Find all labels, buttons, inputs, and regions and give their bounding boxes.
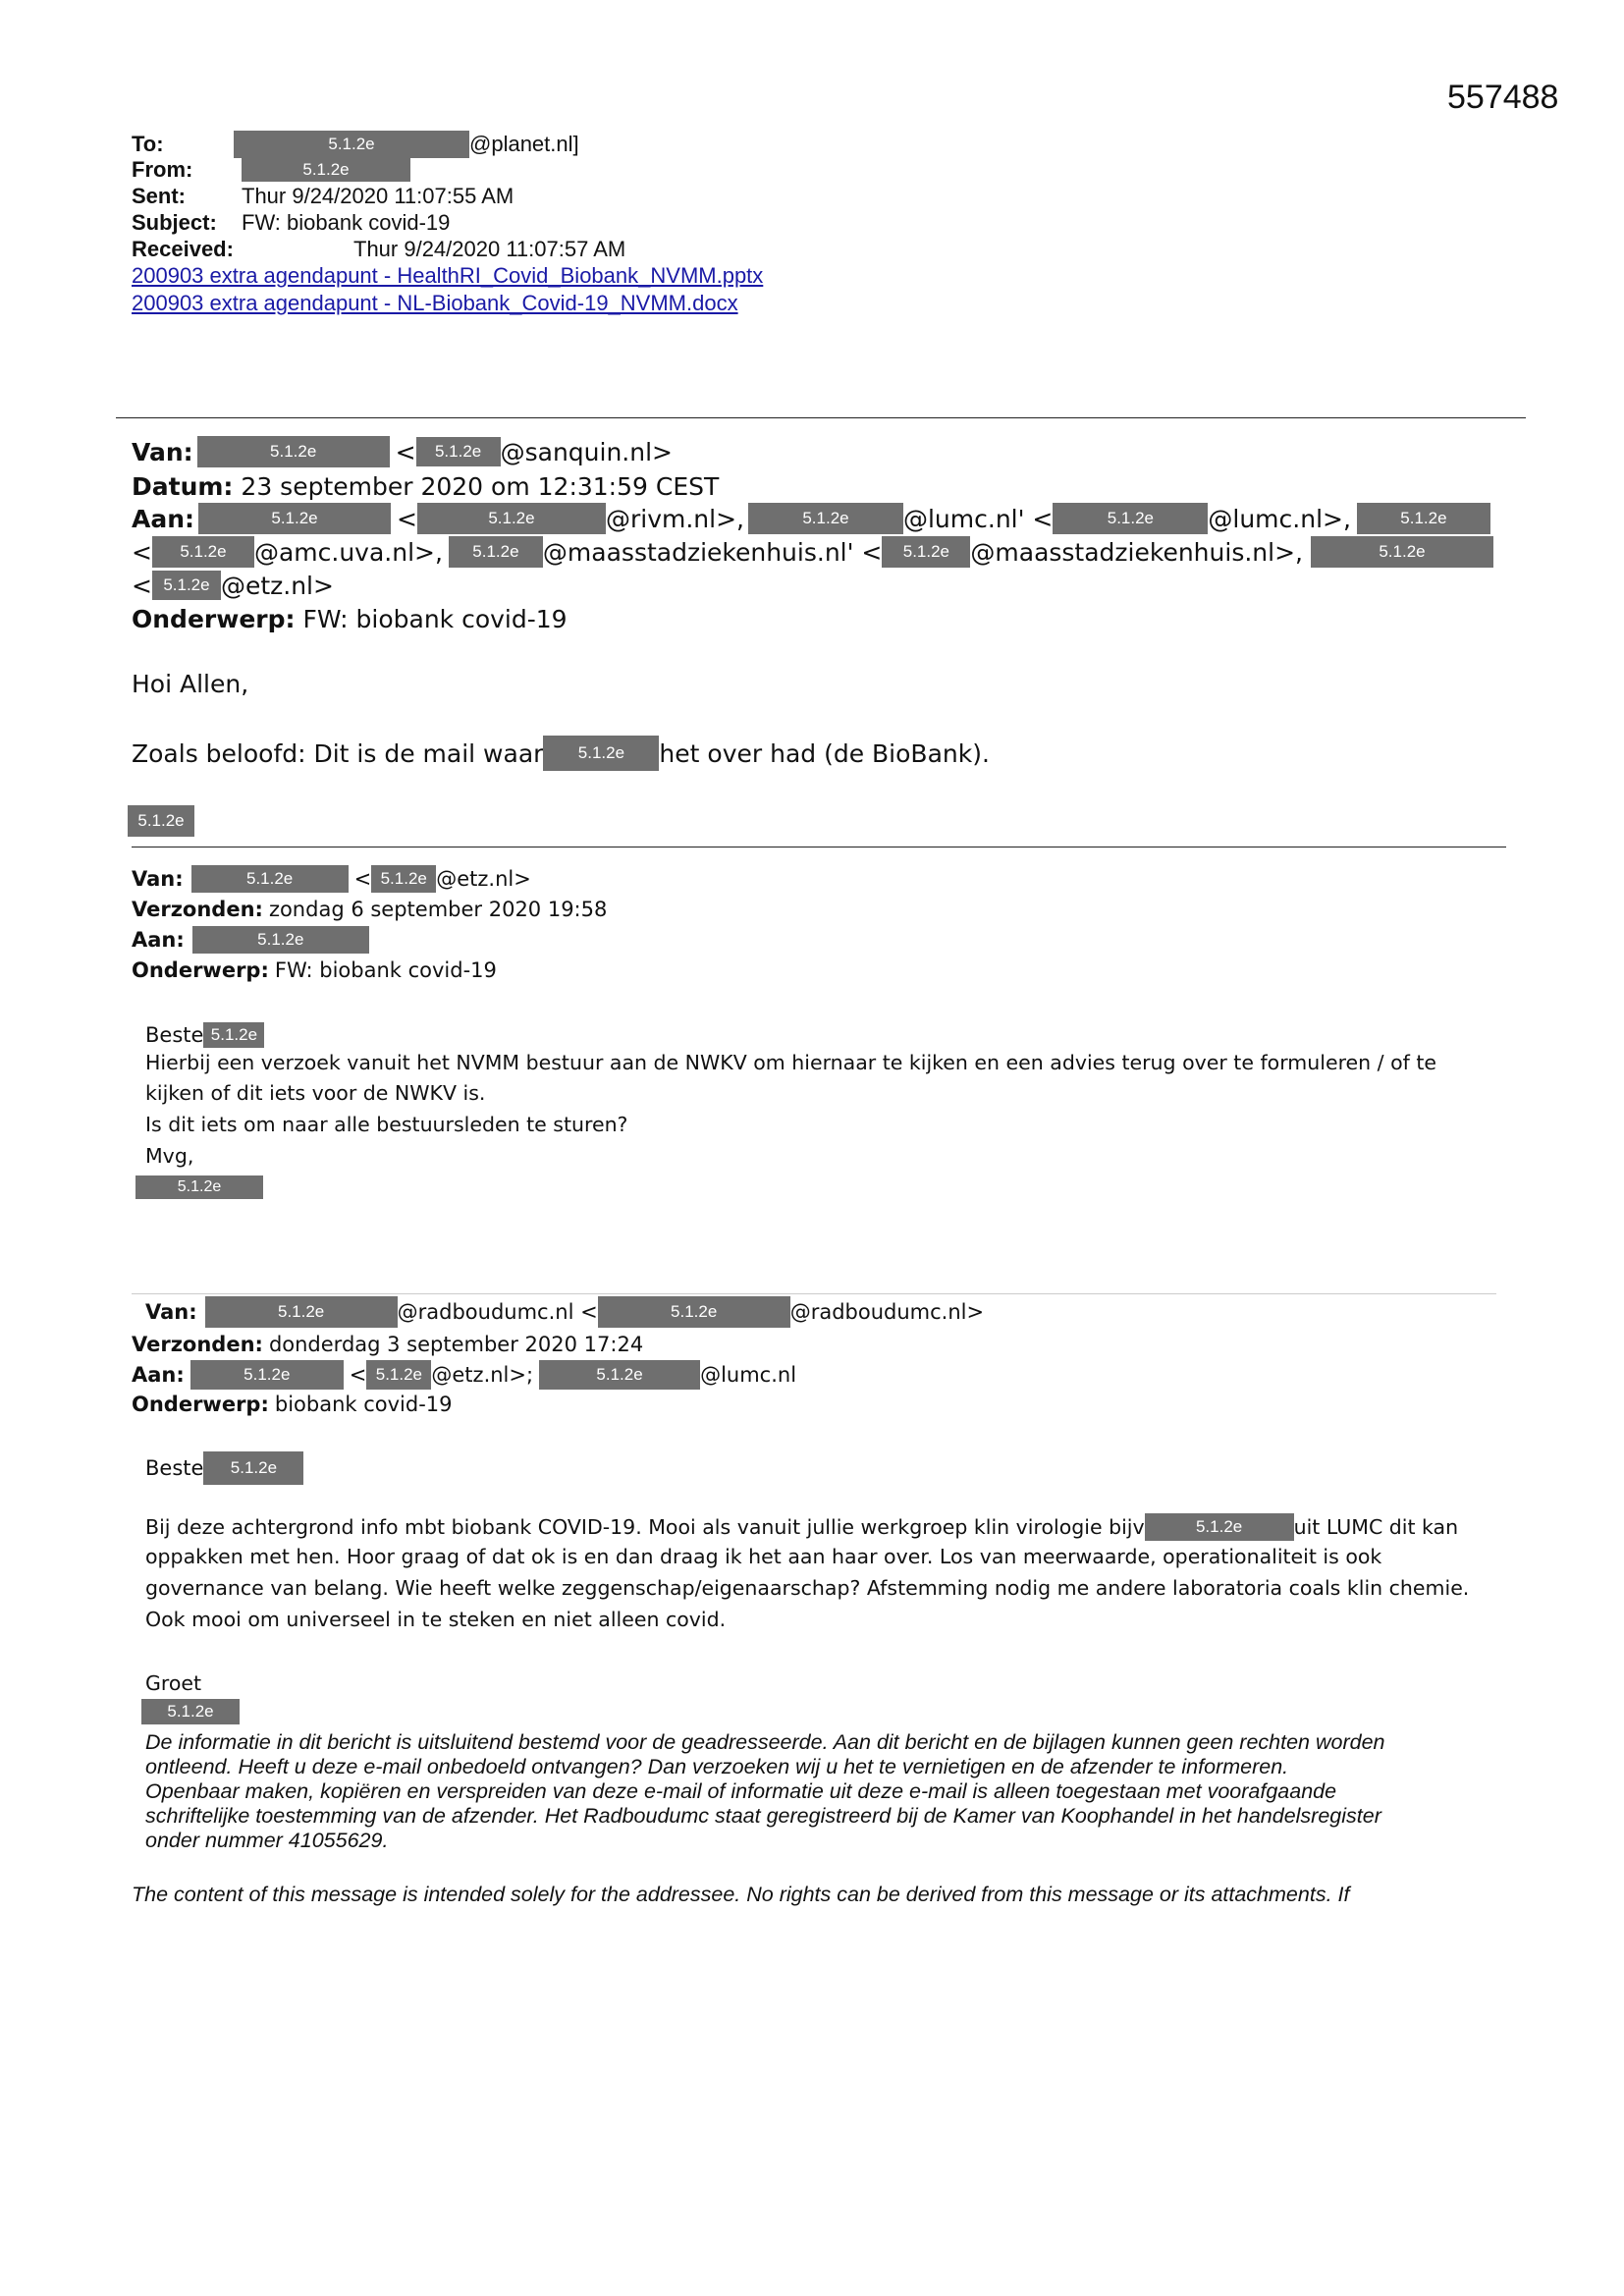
mail2-onderwerp-row — [132, 956, 497, 985]
mail2-greeting — [145, 1021, 264, 1049]
redaction-box: 5.1.2e — [242, 158, 410, 182]
verzonden-label: Verzonden: — [132, 898, 263, 921]
to-suffix: @planet.nl] — [469, 132, 579, 156]
disclaimer-nl-line: schriftelijke toestemming van de afzender. Het Radboudumc staat geregistreerd bij de Kamer van Koophandel in het handelsregister — [145, 1804, 1381, 1828]
divider — [132, 1293, 1496, 1294]
sent-value: Thur 9/24/2020 11:07:55 AM — [242, 184, 514, 208]
redaction-box: 5.1.2e — [449, 536, 543, 568]
aan-domain: @etz.nl>; — [431, 1363, 534, 1387]
redaction-box: 5.1.2e — [366, 1360, 431, 1390]
onderwerp-value: FW: biobank covid-19 — [274, 958, 497, 982]
redaction-box: 5.1.2e — [135, 1175, 263, 1199]
redaction-box: 5.1.2e — [203, 1451, 303, 1485]
van-suffix: @radboudumc.nl> — [789, 1300, 985, 1324]
aan-label: Aan: — [132, 1363, 185, 1387]
aan-domain: @amc.uva.nl>, — [253, 537, 443, 567]
received-value: Thur 9/24/2020 11:07:57 AM — [353, 237, 626, 261]
disclaimer-en: The content of this message is intended solely for the addressee. No rights can be derived from this message or its attachments. If — [132, 1883, 1350, 1906]
redaction-box: 5.1.2e — [197, 436, 390, 467]
mail3-closing: Groet — [145, 1671, 202, 1695]
aan-label: Aan: — [132, 504, 195, 533]
redaction-box: 5.1.2e — [234, 131, 469, 158]
paragraph-text: uit LUMC dit kan — [1293, 1515, 1459, 1539]
aan-domain: @lumc.nl>, — [1208, 504, 1351, 533]
van-label: Van: — [145, 1300, 197, 1324]
aan-domain: @lumc.nl — [700, 1363, 797, 1387]
mail1-datum-row — [132, 469, 719, 503]
mail3-van-row — [145, 1296, 984, 1328]
aan-domain: @rivm.nl>, — [605, 504, 744, 533]
mail3-onderwerp-row — [132, 1390, 453, 1419]
disclaimer-nl-line: onder nummer 41055629. — [145, 1829, 389, 1852]
onderwerp-label: Onderwerp: — [132, 1393, 269, 1416]
mail2-verzonden-row — [132, 895, 607, 924]
redaction-box: 5.1.2e — [192, 926, 369, 954]
van-domain: @radboudumc.nl < — [397, 1300, 598, 1324]
redaction-box: 5.1.2e — [371, 865, 436, 893]
received-label: Received: — [132, 237, 234, 261]
van-lt: < — [353, 867, 372, 891]
mail2-line: kijken of dit iets voor de NWKV is. — [145, 1081, 486, 1105]
redaction-box: 5.1.2e — [543, 736, 659, 771]
attachment-link-docx[interactable]: 200903 extra agendapunt - NL-Biobank_Covid-19_NVMM.docx — [132, 291, 738, 315]
aan-lt: < — [132, 571, 152, 600]
header-from-row — [132, 157, 410, 183]
verzonden-value: zondag 6 september 2020 19:58 — [268, 898, 608, 921]
van-suffix: @sanquin.nl> — [500, 437, 673, 466]
document-number: 557488 — [1447, 79, 1559, 116]
mail1-text-after: het over had (de BioBank). — [659, 738, 990, 768]
header-sent-row — [132, 184, 514, 209]
mail3-signature — [141, 1699, 240, 1724]
disclaimer-nl-line: De informatie in dit bericht is uitsluitend bestemd voor de geadresseerde. Aan dit bericht en de bijlagen kunnen geen rechten worden — [145, 1730, 1385, 1754]
mail3-paragraph-line — [145, 1512, 1458, 1542]
mail2-line: Hierbij een verzoek vanuit het NVMM bestuur aan de NWKV om hiernaar te kijken en een advies terug over te formuleren / of te — [145, 1051, 1437, 1074]
mail2-signature — [135, 1175, 263, 1199]
van-label: Van: — [132, 867, 184, 891]
disclaimer-nl-line: ontleend. Heeft u deze e-mail onbedoeld ontvangen? Dan verzoeken wij u het te vernietigen en de afzender te informeren. — [145, 1755, 1289, 1778]
redaction-box: 5.1.2e — [152, 536, 254, 568]
onderwerp-label: Onderwerp: — [132, 958, 269, 982]
mail1-aan-row-3 — [132, 569, 334, 602]
paragraph-text: Bij deze achtergrond info mbt biobank COVID-19. Mooi als vanuit jullie werkgroep klin virologie bijv — [145, 1515, 1145, 1539]
redaction-box: 5.1.2e — [748, 503, 903, 534]
aan-domain: @etz.nl> — [220, 571, 334, 600]
mail2-line: Is dit iets om naar alle bestuursleden te sturen? — [145, 1113, 628, 1136]
van-label: Van: — [132, 437, 193, 466]
onderwerp-value: biobank covid-19 — [274, 1393, 453, 1416]
redaction-box: 5.1.2e — [417, 503, 606, 534]
mail1-text — [132, 736, 990, 771]
greeting-text: Beste — [145, 1023, 204, 1047]
redaction-box: 5.1.2e — [598, 1296, 790, 1328]
mail3-paragraph-line: oppakken met hen. Hoor graag of dat ok is en dan draag ik het aan haar over. Los van meerwaarde, operationaliteit is ook — [145, 1545, 1382, 1568]
redaction-box: 5.1.2e — [190, 1360, 344, 1390]
redaction-box: 5.1.2e — [882, 536, 970, 568]
verzonden-value: donderdag 3 september 2020 17:24 — [268, 1333, 644, 1356]
header-subject-row — [132, 210, 450, 236]
redaction-box: 5.1.2e — [1145, 1513, 1294, 1541]
verzonden-label: Verzonden: — [132, 1333, 263, 1356]
redaction-box: 5.1.2e — [203, 1022, 264, 1048]
redaction-box: 5.1.2e — [539, 1360, 700, 1390]
redaction-box: 5.1.2e — [152, 571, 221, 600]
redaction-box: 5.1.2e — [1357, 503, 1490, 534]
subject-label: Subject: — [132, 210, 217, 235]
header-to-row — [132, 131, 579, 158]
mail3-greeting — [145, 1451, 303, 1485]
mail1-aan-row-2 — [132, 535, 1493, 569]
redaction-box: 5.1.2e — [191, 865, 349, 893]
mail2-closing: Mvg, — [145, 1144, 194, 1168]
mail1-text-before: Zoals beloofd: Dit is de mail waar — [132, 738, 544, 768]
mail2-van-row — [132, 864, 531, 894]
mail1-aan-row — [132, 502, 1490, 535]
aan-label: Aan: — [132, 928, 185, 952]
redaction-box: 5.1.2e — [416, 437, 501, 466]
aan-lt: < — [349, 1363, 367, 1387]
greeting-text: Beste — [145, 1456, 204, 1480]
mail1-onderwerp-row — [132, 602, 568, 635]
onderwerp-label: Onderwerp: — [132, 604, 296, 633]
header-received-row — [132, 237, 625, 262]
redaction-box: 5.1.2e — [198, 503, 391, 534]
mail3-aan-row — [132, 1359, 796, 1391]
mail3-verzonden-row — [132, 1330, 643, 1359]
aan-lt: < — [397, 504, 417, 533]
datum-label: Datum: — [132, 471, 234, 501]
mail1-signature — [128, 805, 194, 837]
redaction-box: 5.1.2e — [1053, 503, 1208, 534]
mail3-paragraph-line: Ook mooi om universeel in te steken en niet alleen covid. — [145, 1608, 727, 1631]
van-suffix: @etz.nl> — [436, 867, 531, 891]
mail1-van-row — [132, 435, 673, 468]
mail1-greeting: Hoi Allen, — [132, 670, 249, 698]
to-label: To: — [132, 132, 164, 156]
attachment-link-pptx[interactable]: 200903 extra agendapunt - HealthRI_Covid_Biobank_NVMM.pptx — [132, 263, 764, 288]
mail2-aan-row — [132, 925, 369, 955]
divider — [116, 417, 1526, 418]
van-lt: < — [395, 437, 416, 466]
sent-label: Sent: — [132, 184, 186, 208]
redaction-box: 5.1.2e — [141, 1699, 240, 1724]
redaction-box: 5.1.2e — [205, 1296, 398, 1328]
aan-lt: < — [132, 537, 152, 567]
from-label: From: — [132, 157, 193, 182]
onderwerp-value: FW: biobank covid-19 — [302, 604, 568, 633]
disclaimer-nl-line: Openbaar maken, kopiëren en verspreiden van deze e-mail of informatie uit deze e-mail is alleen toegestaan met voorafgaande — [145, 1779, 1337, 1803]
redaction-box: 5.1.2e — [1311, 536, 1493, 568]
datum-value: 23 september 2020 om 12:31:59 CEST — [241, 471, 720, 501]
aan-domain: @maasstadziekenhuis.nl>, — [970, 537, 1303, 567]
aan-domain: @lumc.nl' < — [902, 504, 1054, 533]
mail3-paragraph-line: governance van belang. Wie heeft welke zeggenschap/eigenaarschap? Afstemming nodig me andere laboratoria coals klin chemie. — [145, 1576, 1470, 1600]
redaction-box: 5.1.2e — [128, 805, 194, 837]
aan-domain: @maasstadziekenhuis.nl' < — [542, 537, 883, 567]
subject-value: FW: biobank covid-19 — [242, 210, 451, 235]
